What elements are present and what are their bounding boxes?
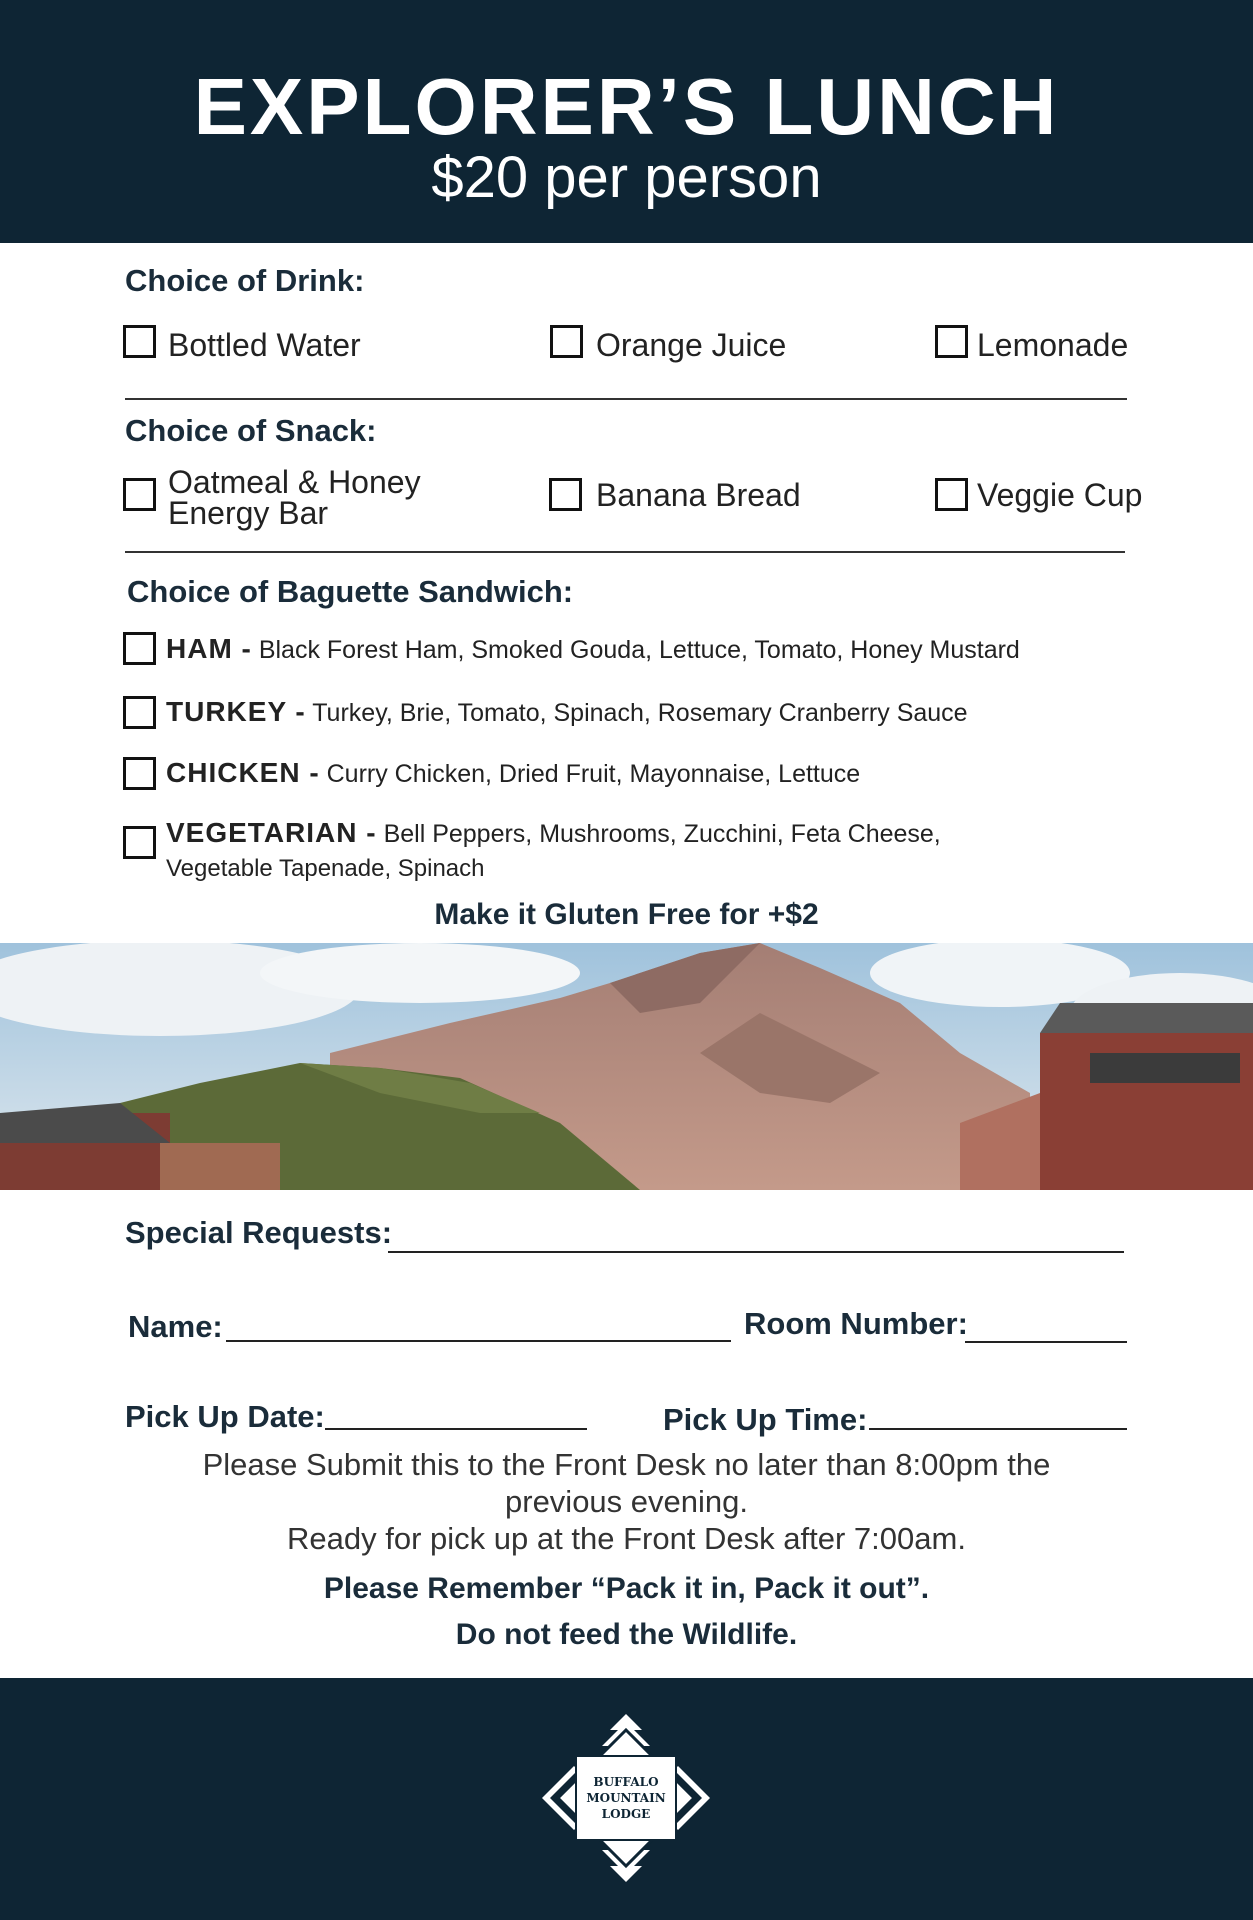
submit-note-line2: previous evening. (505, 1484, 748, 1519)
sandwich-vegetarian-desc-line2: Vegetable Tapenade, Spinach (166, 855, 485, 882)
submit-note-line1: Please Submit this to the Front Desk no later than 8:00pm the (202, 1447, 1051, 1482)
option-bottled-water: Bottled Water (168, 327, 361, 363)
mountain-landscape (0, 943, 1253, 1190)
logo-text-lodge: LODGE (601, 1807, 651, 1821)
checkbox-veggie-cup[interactable] (935, 478, 968, 511)
mountain-photo (0, 943, 1253, 1190)
sandwich-heading: Choice of Baguette Sandwich: (127, 574, 574, 609)
special-requests-field[interactable] (388, 1251, 1124, 1253)
sandwich-vegetarian-name: VEGETARIAN - (166, 817, 377, 848)
header-banner (0, 0, 1253, 243)
sandwich-ham-desc: Black Forest Ham, Smoked Gouda, Lettuce, Tomato, Honey Mustard (258, 636, 1020, 664)
sandwich-ham (166, 632, 1020, 667)
pack-it-out-note: Please Remember “Pack it in, Pack it out”. (323, 1572, 930, 1605)
option-veggie-cup: Veggie Cup (977, 477, 1143, 513)
option-oatmeal-bar-line1: Oatmeal & Honey (168, 464, 421, 500)
checkbox-bottled-water[interactable] (123, 325, 156, 358)
sandwich-chicken-name: CHICKEN - (166, 757, 320, 788)
logo-text-buffalo: BUFFALO (593, 1775, 659, 1789)
checkbox-turkey[interactable] (123, 696, 156, 729)
lodge-logo (538, 1710, 714, 1886)
sandwich-chicken (166, 756, 860, 791)
sandwich-vegetarian-desc: Bell Peppers, Mushrooms, Zucchini, Feta Cheese, (383, 820, 941, 848)
pickup-date-label: Pick Up Date: (125, 1399, 325, 1434)
checkbox-ham[interactable] (123, 632, 156, 665)
checkbox-chicken[interactable] (123, 757, 156, 790)
checkbox-orange-juice[interactable] (550, 325, 583, 358)
snack-heading: Choice of Snack: (125, 413, 377, 448)
checkbox-lemonade[interactable] (935, 325, 968, 358)
divider (125, 551, 1125, 553)
drink-heading: Choice of Drink: (125, 263, 365, 298)
sandwich-turkey (166, 695, 968, 730)
sandwich-turkey-name: TURKEY - (166, 696, 306, 727)
divider (125, 398, 1127, 400)
name-label: Name: (128, 1309, 223, 1344)
sandwich-turkey-desc: Turkey, Brie, Tomato, Spinach, Rosemary Cranberry Sauce (312, 699, 968, 727)
footer-banner (0, 1678, 1253, 1920)
gluten-free-note: Make it Gluten Free for +$2 (434, 898, 819, 931)
menu-price: $20 per person (431, 145, 822, 210)
pickup-note: Ready for pick up at the Front Desk after 7:00am. (287, 1521, 966, 1556)
checkbox-vegetarian[interactable] (123, 826, 156, 859)
pickup-time-field[interactable] (869, 1428, 1127, 1430)
option-orange-juice: Orange Juice (596, 327, 787, 363)
sandwich-ham-name: HAM - (166, 633, 252, 664)
sandwich-vegetarian (166, 816, 941, 851)
logo-text-mountain: MOUNTAIN (586, 1791, 666, 1805)
special-requests-label: Special Requests: (125, 1215, 393, 1250)
wildlife-note: Do not feed the Wildlife. (455, 1618, 798, 1651)
option-oatmeal-bar-line2: Energy Bar (168, 495, 329, 531)
room-number-field[interactable] (965, 1341, 1127, 1343)
name-field[interactable] (226, 1340, 731, 1342)
room-number-label: Room Number: (744, 1306, 968, 1341)
pickup-date-field[interactable] (325, 1428, 587, 1430)
checkbox-oatmeal-bar[interactable] (123, 478, 156, 511)
sandwich-chicken-desc: Curry Chicken, Dried Fruit, Mayonnaise, Lettuce (326, 760, 861, 788)
pickup-time-label: Pick Up Time: (663, 1402, 868, 1437)
checkbox-banana-bread[interactable] (549, 478, 582, 511)
option-banana-bread: Banana Bread (596, 477, 801, 513)
menu-title: EXPLORER’S LUNCH (193, 62, 1060, 151)
option-lemonade: Lemonade (977, 327, 1129, 363)
